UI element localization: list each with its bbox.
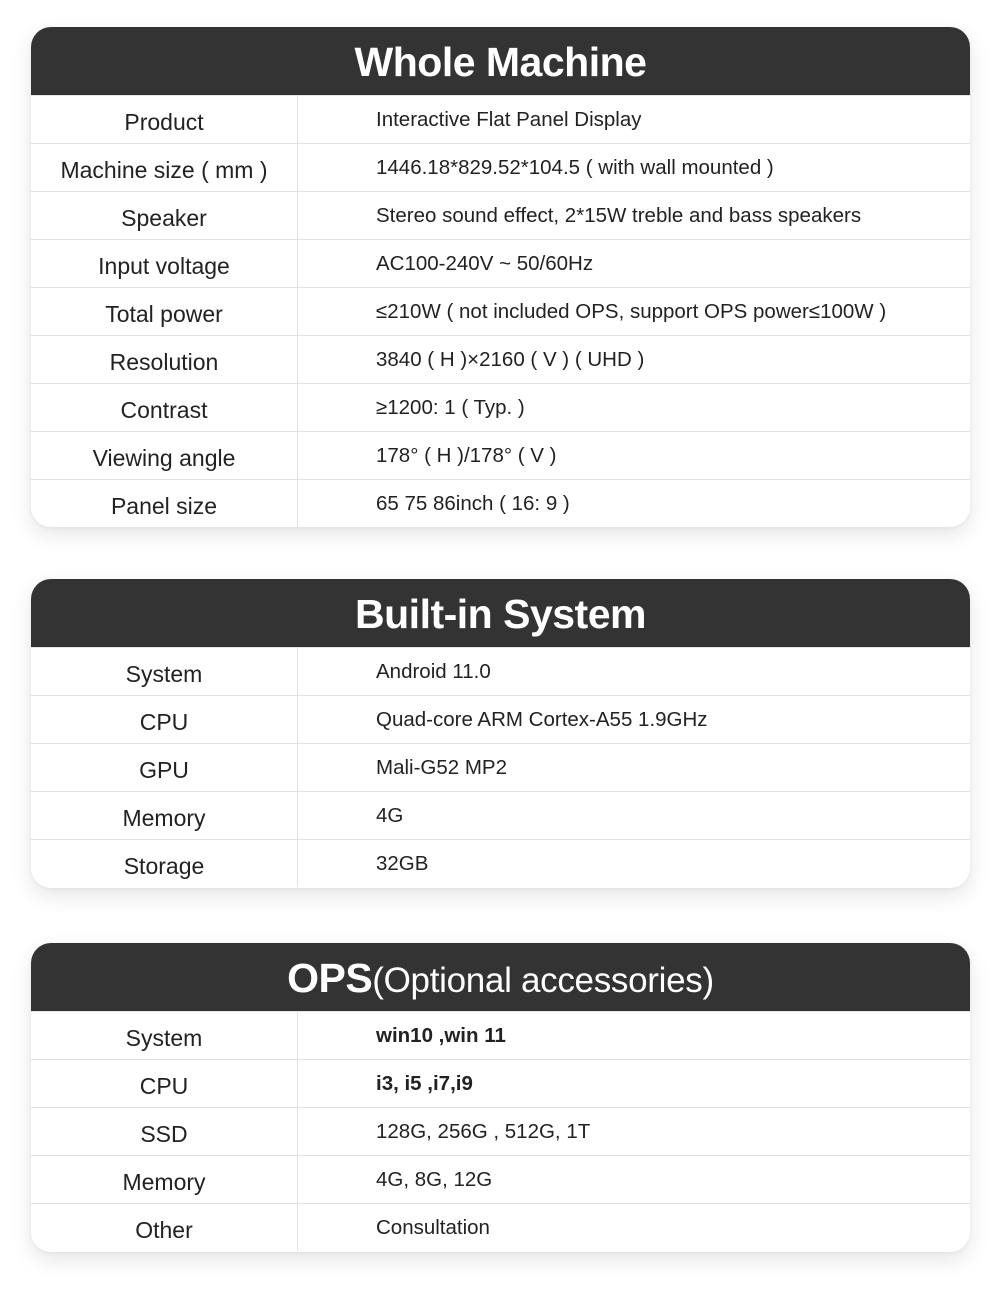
spec-label: Memory [31,1156,298,1203]
spec-label: GPU [31,744,298,791]
table-row [31,431,970,479]
table-row [31,287,970,335]
spec-label: Panel size [31,480,298,527]
table-row [31,1203,970,1251]
spec-label: Total power [31,288,298,335]
spec-label: Other [31,1204,298,1251]
ops-title-main: OPS [287,955,373,1001]
spec-label: CPU [31,1060,298,1107]
table-row [31,743,970,791]
table-row [31,839,970,887]
table-row [31,143,970,191]
spec-value: win10 ,win 11 [376,1024,506,1047]
spec-value: 65 75 86inch ( 16: 9 ) [376,492,570,515]
table-row [31,1107,970,1155]
spec-label: Resolution [31,336,298,383]
spec-value: ≤210W ( not included OPS, support OPS power≤100W ) [376,300,887,323]
spec-value: Quad-core ARM Cortex-A55 1.9GHz [376,708,708,731]
spec-value: 3840 ( H )×2160 ( V ) ( UHD ) [376,348,645,371]
ops-title-sub: (Optional accessories) [372,961,714,1000]
table-row [31,191,970,239]
table-row [31,695,970,743]
spec-label: Speaker [31,192,298,239]
table-row [31,1011,970,1059]
ops-card [31,943,970,1252]
table-row [31,791,970,839]
spec-label: Memory [31,792,298,839]
table-row [31,1155,970,1203]
spec-label: SSD [31,1108,298,1155]
spec-value: ≥1200: 1 ( Typ. ) [376,396,525,419]
spec-value: Consultation [376,1216,490,1239]
table-row [31,383,970,431]
spec-value: Stereo sound effect, 2*15W treble and bass speakers [376,204,862,227]
spec-value: 4G [376,804,404,827]
whole-machine-card [31,27,970,527]
spec-label: Storage [31,840,298,887]
spec-label: Product [31,96,298,143]
table-row [31,479,970,527]
spec-label: Input voltage [31,240,298,287]
spec-value: Interactive Flat Panel Display [376,108,642,131]
table-row [31,95,970,143]
table-row [31,239,970,287]
spec-value: 128G, 256G , 512G, 1T [376,1120,591,1143]
whole-machine-title: Whole Machine [31,27,970,95]
ops-title [31,943,970,1011]
spec-value: Android 11.0 [376,660,491,683]
spec-value: 4G, 8G, 12G [376,1168,493,1191]
spec-label: Machine size ( mm ) [31,144,298,191]
spec-label: Viewing angle [31,432,298,479]
spec-label: System [31,648,298,695]
spec-value: AC100-240V ~ 50/60Hz [376,252,594,275]
builtin-system-title: Built-in System [31,579,970,647]
table-row [31,1059,970,1107]
spec-value: 178° ( H )/178° ( V ) [376,444,557,467]
spec-label: System [31,1012,298,1059]
spec-value: Mali-G52 MP2 [376,756,508,779]
builtin-system-card [31,579,970,888]
spec-label: Contrast [31,384,298,431]
spec-value: i3, i5 ,i7,i9 [376,1072,473,1095]
spec-value: 32GB [376,852,429,875]
spec-value: 1446.18*829.52*104.5 ( with wall mounted ) [376,156,774,179]
table-row [31,335,970,383]
spec-label: CPU [31,696,298,743]
table-row [31,647,970,695]
